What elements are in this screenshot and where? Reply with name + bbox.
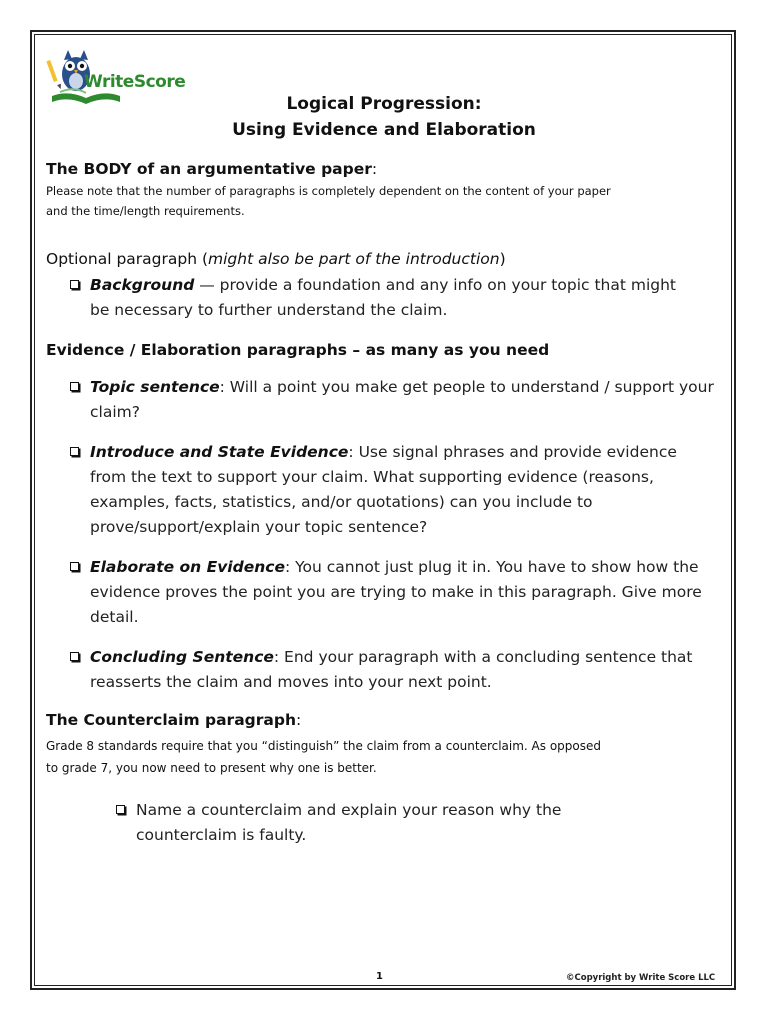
counterclaim-heading (46, 711, 301, 729)
counterclaim-note-line2: to grade 7, you now need to present why one is better. (46, 761, 377, 775)
item-term: Background (90, 276, 195, 294)
list-item-concluding-sentence (90, 645, 710, 695)
counterclaim-note-line1: Grade 8 standards require that you “distinguish” the claim from a counterclaim. As opposed (46, 739, 602, 753)
checkbox-icon (70, 562, 79, 571)
optional-heading-italic: might also be part of the introduction (208, 250, 500, 268)
checkbox-icon (116, 805, 125, 814)
item-text: : Will a point you make get people to understand / support your claim? (90, 378, 714, 421)
checkbox-icon (70, 382, 79, 391)
item-term: Concluding Sentence (90, 648, 274, 666)
page-title-line2: Using Evidence and Elaboration (232, 120, 536, 140)
item-text: — provide a foundation and any info on your topic that might be necessary to further understand the claim. (90, 276, 677, 319)
optional-heading-end: ) (499, 250, 506, 268)
evidence-heading: Evidence / Elaboration paragraphs – as many as you need (46, 341, 550, 359)
body-note-line2: and the time/length requirements. (46, 204, 245, 218)
item-text: : End your paragraph with a concluding sentence that reasserts the claim and moves into your next point. (90, 648, 693, 691)
list-item-counterclaim (136, 798, 626, 848)
checkbox-icon (70, 280, 79, 289)
item-text: : Use signal phrases and provide evidence from the text to support your claim. What supporting evidence (reasons, examples, facts, statistics, and/or quotations) can you include to prove/support/explain your topic sentence? (90, 443, 677, 536)
logo-text: WriteScore (84, 72, 186, 92)
item-text: : You cannot just plug it in. You have to show how the evidence proves the point you are trying to make in this paragraph. Give more detail. (90, 558, 702, 626)
body-heading (46, 160, 377, 178)
page-number: 1 (376, 971, 383, 982)
counterclaim-heading-text: The Counterclaim paragraph (46, 711, 296, 729)
optional-heading-start: Optional paragraph ( (46, 250, 209, 268)
item-term: Introduce and State Evidence (90, 443, 349, 461)
checkbox-icon (70, 652, 79, 661)
body-note (46, 181, 726, 221)
body-heading-colon: : (371, 160, 378, 178)
counterclaim-heading-colon: : (295, 711, 302, 729)
list-item-topic-sentence (90, 375, 730, 425)
counterclaim-note (46, 735, 726, 779)
optional-heading (46, 250, 506, 268)
body-note-line1: Please note that the number of paragraphs is completely dependent on the content of your paper (46, 184, 611, 198)
item-term: Topic sentence (90, 378, 220, 396)
item-term: Elaborate on Evidence (90, 558, 285, 576)
copyright-notice: ©Copyright by Write Score LLC (566, 973, 716, 983)
list-item-background (90, 273, 690, 323)
list-item-elaborate-evidence (90, 555, 710, 630)
body-heading-text: The BODY of an argumentative paper (46, 160, 372, 178)
list-item-introduce-evidence (90, 440, 710, 540)
checkbox-icon (70, 447, 79, 456)
page-title-line1: Logical Progression: (286, 94, 482, 114)
item-text: Name a counterclaim and explain your reason why the counterclaim is faulty. (136, 801, 562, 844)
